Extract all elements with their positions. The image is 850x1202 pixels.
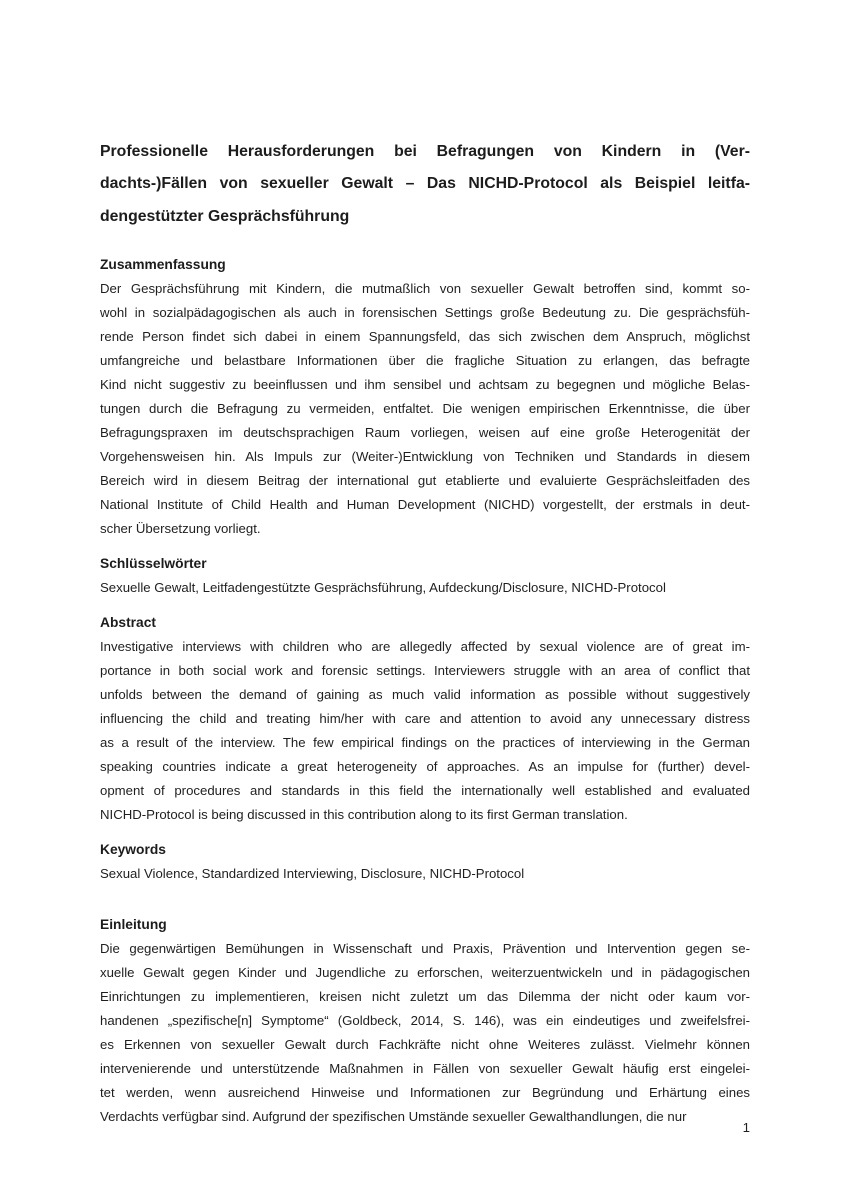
section-body-zusammenfassung <box>100 277 750 541</box>
text-line: dengestützter Gesprächsführung <box>100 207 350 225</box>
text-line: influencing the child and treating him/her with care and attention to avoid any unnecessary distress <box>100 711 750 727</box>
text-line: es Erkennen von sexueller Gewalt durch Fachkräfte nicht ohne Weiteres zulässt. Vielmehr können <box>100 1037 750 1053</box>
text-line: Sexual Violence, Standardized Interviewing, Disclosure, NICHD-Protocol <box>100 866 525 882</box>
text-line: opment of procedures and standards in this field the internationally well established and evaluated <box>100 783 750 799</box>
text-line: Der Gesprächsführung mit Kindern, die mutmaßlich von sexueller Gewalt betroffen sind, kommt so- <box>100 281 750 297</box>
text-line: wohl in sozialpädagogischen als auch in forensischen Settings große Bedeutung zu. Die gesprächsfüh- <box>100 305 750 321</box>
page-number: 1 <box>742 1120 750 1135</box>
text-line: portance in both social work and forensic settings. Interviewers struggle with an area of conflict that <box>100 663 750 679</box>
text-line: speaking countries indicate a great heterogeneity of approaches. As an impulse for (further) devel- <box>100 759 750 775</box>
text-line: dachts-)Fällen von sexueller Gewalt – Das NICHD-Protocol als Beispiel leitfa- <box>100 175 750 193</box>
text-line: National Institute of Child Health and Human Development (NICHD) vorgestellt, der erstmals in deut- <box>100 497 750 513</box>
section-schluesselwoerter <box>100 552 750 600</box>
text-line: tet werden, wenn ausreichend Hinweise und Informationen zur Begründung und Erhärtung eines <box>100 1085 750 1101</box>
text-line: Verdachts verfügbar sind. Aufgrund der spezifischen Umstände sexueller Gewalthandlungen, die nur <box>100 1109 687 1125</box>
text-line: Einrichtungen zu implementieren, kreisen nicht zuletzt um das Dilemma der nicht oder kaum vor- <box>100 989 750 1005</box>
section-heading-keywords: Keywords <box>100 842 166 858</box>
page-content <box>100 0 750 1129</box>
text-line: scher Übersetzung vorliegt. <box>100 521 261 537</box>
text-line: umfangreiche und belastbare Informationen über die fragliche Situation zu erlangen, das befragte <box>100 353 750 369</box>
text-line: handenen „spezifische[n] Symptome“ (Goldbeck, 2014, S. 146), was ein eindeutiges und zweifelsfrei- <box>100 1013 750 1029</box>
section-body-einleitung <box>100 937 750 1129</box>
section-zusammenfassung <box>100 253 750 541</box>
text-line: Professionelle Herausforderungen bei Befragungen von Kindern in (Ver- <box>100 143 750 160</box>
section-heading-abstract: Abstract <box>100 615 156 631</box>
section-body-schluesselwoerter <box>100 576 750 600</box>
text-line: Kind nicht suggestiv zu beeinflussen und ihm sensibel und achtsam zu begegnen und mögliche Belas- <box>100 377 750 393</box>
text-line: Sexuelle Gewalt, Leitfadengestützte Gesprächsführung, Aufdeckung/Disclosure, NICHD-Protocol <box>100 580 666 596</box>
paper-title <box>100 136 750 233</box>
text-line: tungen durch die Befragung zu vermeiden, entfaltet. Die wenigen empirischen Erkenntnisse, die über <box>100 401 750 417</box>
text-line: rende Person findet sich dabei in einem Spannungsfeld, das sich zwischen dem Anspruch, möglichst <box>100 329 750 345</box>
text-line: unfolds between the demand of gaining as much valid information as possible without suggestively <box>100 687 750 703</box>
text-line: NICHD-Protocol is being discussed in this contribution along to its first German translation. <box>100 807 628 823</box>
text-line: xuelle Gewalt gegen Kinder und Jugendliche zu erforschen, weiterzuentwickeln und in pädagogischen <box>100 965 750 981</box>
text-line: as a result of the interview. The few empirical findings on the practices of interviewing in the German <box>100 735 750 751</box>
text-line: Befragungspraxen im deutschsprachigen Raum vorliegen, weisen auf eine große Heterogenität der <box>100 425 750 441</box>
section-einleitung <box>100 913 750 1129</box>
text-line: Vorgehensweisen hin. Als Impuls zur (Weiter-)Entwicklung von Techniken und Standards in diesem <box>100 449 750 465</box>
section-abstract <box>100 611 750 827</box>
text-line: Investigative interviews with children who are allegedly affected by sexual violence are of great im- <box>100 639 750 655</box>
section-heading-zusammenfassung: Zusammenfassung <box>100 257 226 273</box>
section-heading-einleitung: Einleitung <box>100 917 167 933</box>
text-line: Bereich wird in diesem Beitrag der international gut etablierte und evaluierte Gesprächsleitfaden des <box>100 473 750 489</box>
section-body-abstract <box>100 635 750 827</box>
text-line: intervenierende und unterstützende Maßnahmen in Fällen von sexueller Gewalt häufig erst eingelei- <box>100 1061 750 1077</box>
section-body-keywords <box>100 862 750 886</box>
section-heading-schluesselwoerter: Schlüsselwörter <box>100 556 207 572</box>
text-line: Die gegenwärtigen Bemühungen in Wissenschaft und Praxis, Prävention und Intervention gegen se- <box>100 941 750 957</box>
section-keywords <box>100 838 750 886</box>
